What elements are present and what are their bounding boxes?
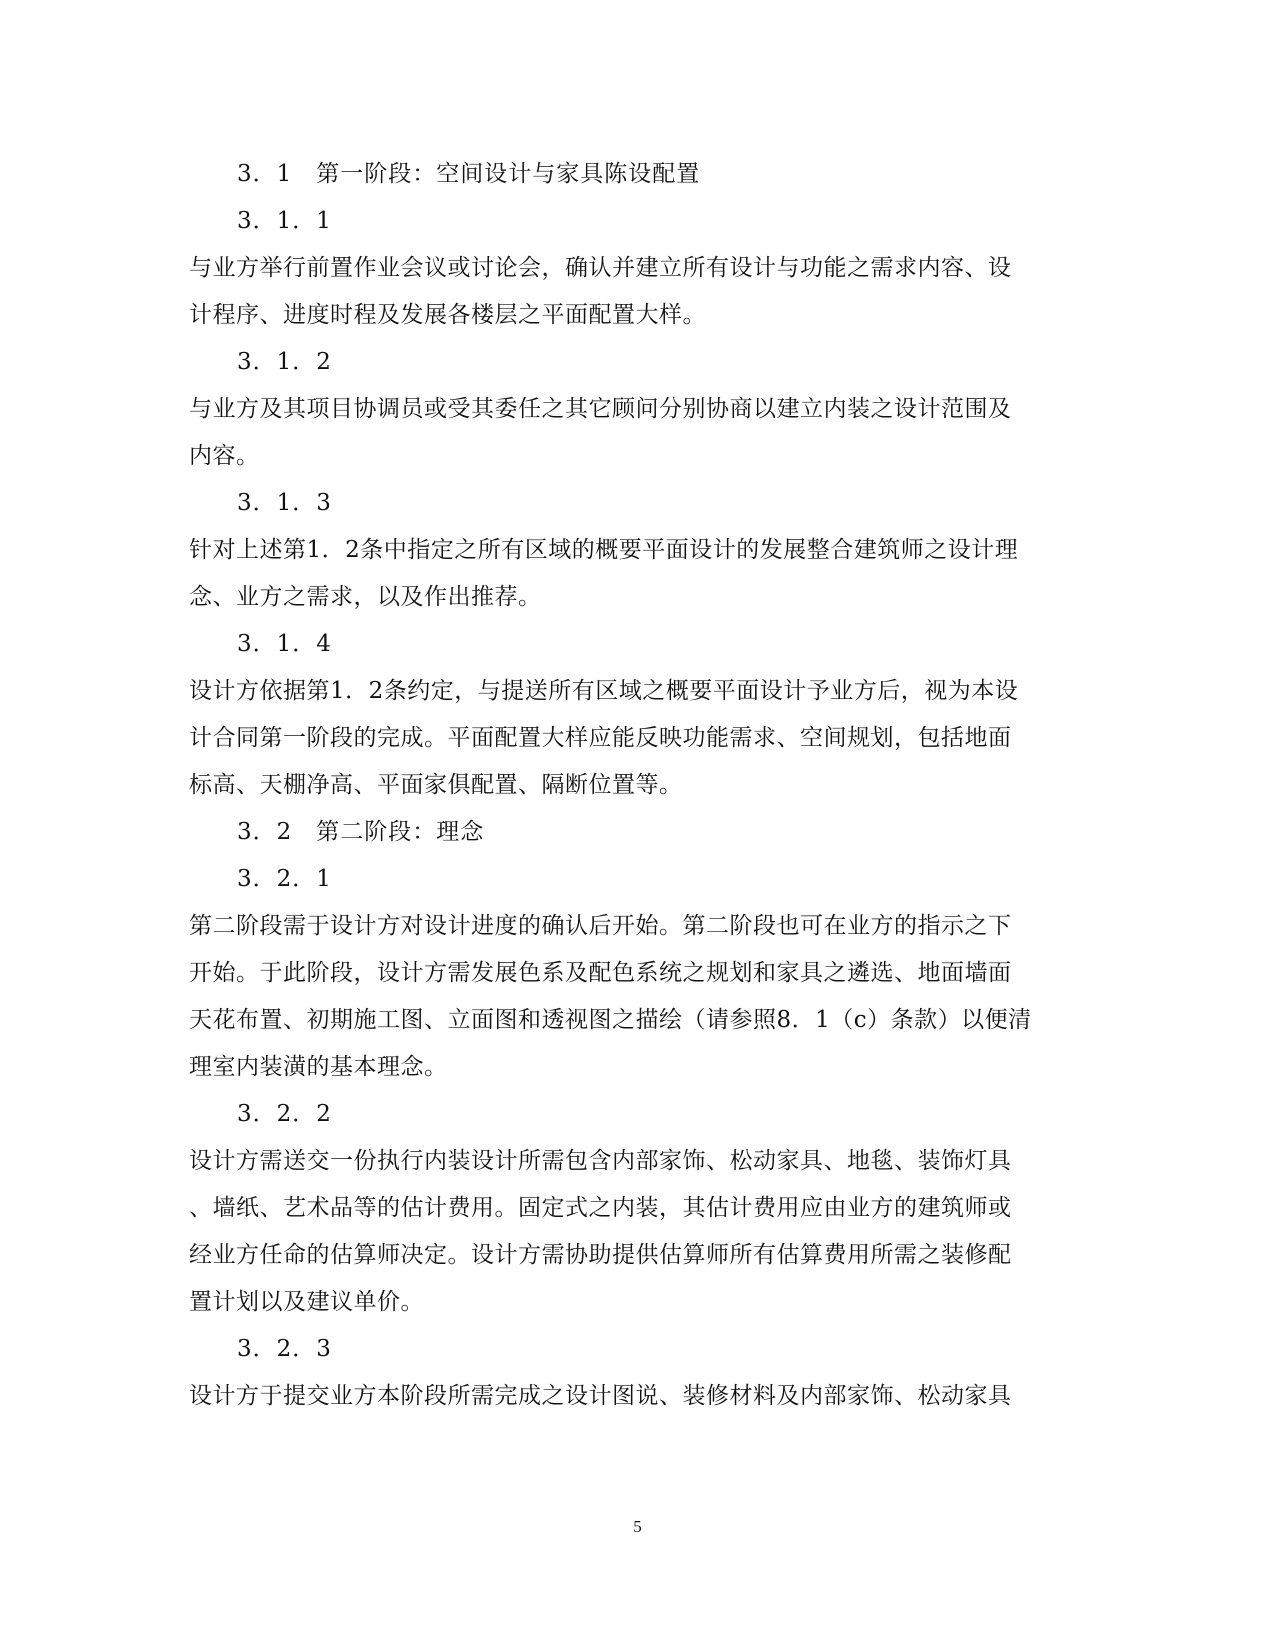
paragraph-line: 、墙纸、艺术品等的估计费用。固定式之内装，其估计费用应由业方的建筑师或 xyxy=(189,1195,1012,1221)
paragraph-line: 经业方任命的估算师决定。设计方需协助提供估算师所有估算费用所需之装修配 xyxy=(189,1242,1012,1268)
section-heading: 3．2．1 xyxy=(237,866,332,892)
paragraph-line: 计程序、进度时程及发展各楼层之平面配置大样。 xyxy=(189,302,706,328)
section-heading: 3．1．4 xyxy=(237,631,332,657)
paragraph-line: 计合同第一阶段的完成。平面配置大样应能反映功能需求、空间规划，包括地面 xyxy=(189,725,1012,751)
paragraph-line: 针对上述第1．2条中指定之所有区域的概要平面设计的发展整合建筑师之设计理 xyxy=(189,537,1019,563)
paragraph-line: 天花布置、初期施工图、立面图和透视图之描绘（请参照8．1（c）条款）以便清 xyxy=(189,1007,1032,1033)
section-heading: 3．1．2 xyxy=(237,349,332,375)
section-heading: 3．2 第二阶段：理念 xyxy=(237,819,485,845)
paragraph-line: 理室内装潢的基本理念。 xyxy=(189,1054,448,1080)
document-body xyxy=(189,151,1069,1420)
paragraph-line: 开始。于此阶段，设计方需发展色系及配色系统之规划和家具之遴选、地面墙面 xyxy=(189,960,1012,986)
paragraph-line: 内容。 xyxy=(189,443,260,469)
paragraph-line: 设计方需送交一份执行内装设计所需包含内部家饰、松动家具、地毯、装饰灯具 xyxy=(189,1148,1012,1174)
section-heading: 3．1．3 xyxy=(237,490,332,516)
paragraph-line: 第二阶段需于设计方对设计进度的确认后开始。第二阶段也可在业方的指示之下 xyxy=(189,913,1012,939)
paragraph-line: 与业方举行前置作业会议或讨论会，确认并建立所有设计与功能之需求内容、设 xyxy=(189,255,1012,281)
page-number: 5 xyxy=(633,1517,642,1536)
paragraph-line: 念、业方之需求，以及作出推荐。 xyxy=(189,584,542,610)
section-heading: 3．2．2 xyxy=(237,1101,332,1127)
section-heading: 3．2．3 xyxy=(237,1336,332,1362)
paragraph-line: 设计方依据第1．2条约定，与提送所有区域之概要平面设计予业方后，视为本设 xyxy=(189,678,1019,704)
section-heading: 3．1．1 xyxy=(237,208,332,234)
paragraph-line: 标高、天棚净高、平面家俱配置、隔断位置等。 xyxy=(189,772,683,798)
paragraph-line: 与业方及其项目协调员或受其委任之其它顾问分别协商以建立内装之设计范围及 xyxy=(189,396,1012,422)
paragraph-line: 置计划以及建议单价。 xyxy=(189,1289,424,1315)
paragraph-line: 设计方于提交业方本阶段所需完成之设计图说、装修材料及内部家饰、松动家具 xyxy=(189,1383,1012,1409)
section-heading: 3．1 第一阶段：空间设计与家具陈设配置 xyxy=(237,161,701,187)
